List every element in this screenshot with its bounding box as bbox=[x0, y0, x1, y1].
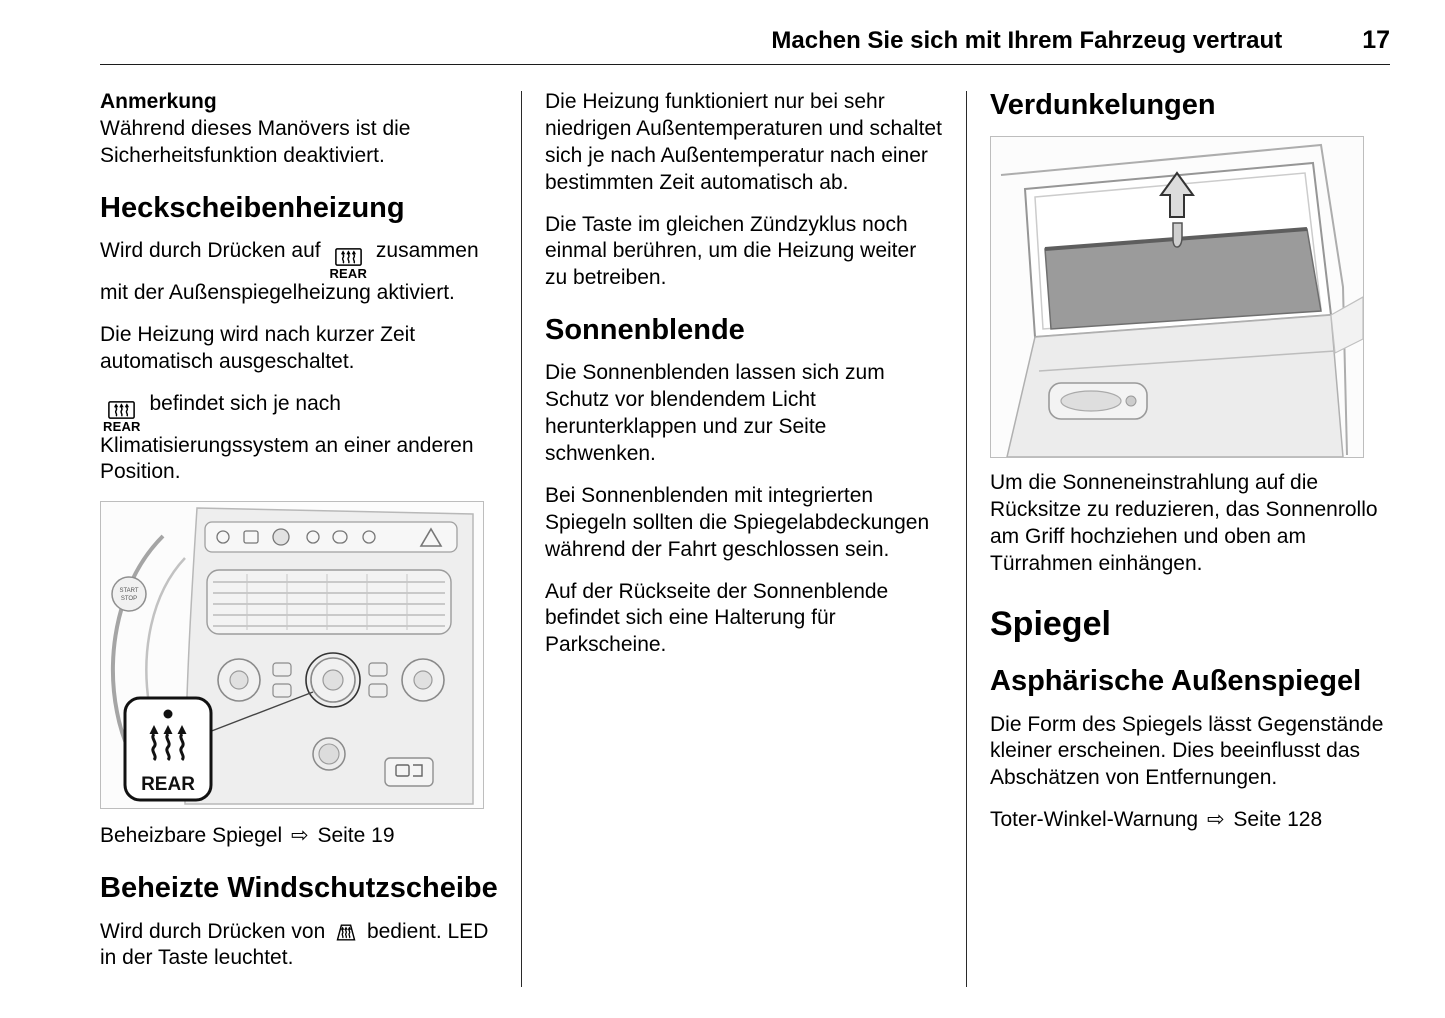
running-header-title: Machen Sie sich mit Ihrem Fahrzeug vertraut bbox=[771, 27, 1283, 54]
led-dot bbox=[164, 710, 173, 719]
note-body: Während dieses Manövers ist die Sicherheitsfunktion deaktiviert. bbox=[100, 116, 411, 167]
start-stop-button bbox=[112, 577, 146, 611]
paragraph-press-again: Die Taste im gleichen Zündzyklus noch einmal berühren, um die Heizung weiter zu betreiben. bbox=[545, 212, 917, 290]
cross-reference-arrow-icon: ⇨ bbox=[1206, 808, 1225, 832]
svg-text:STOP: STOP bbox=[120, 596, 138, 603]
page-reference-link[interactable]: Seite 128 bbox=[1233, 808, 1323, 832]
paragraph-button-position bbox=[100, 391, 498, 487]
text-before-icon: Wird durch Drücken von bbox=[100, 919, 326, 943]
paragraph-mirror-shape: Die Form des Spiegels lässt Gegenstände kleiner erscheinen. Dies beeinflusst das Abschätzen von Entfernungen. bbox=[990, 712, 1384, 790]
rear-callout-label: REAR bbox=[141, 774, 195, 796]
rear-button-label: REAR bbox=[329, 265, 368, 281]
heading-aspheric-mirrors: Asphärische Außenspiegel bbox=[990, 665, 1362, 698]
page-reference-link[interactable]: Seite 19 bbox=[317, 824, 395, 848]
page-number: 17 bbox=[1362, 26, 1390, 54]
sun-blind-illustration bbox=[990, 136, 1364, 458]
column-divider bbox=[966, 91, 967, 987]
note-heading: Anmerkung bbox=[100, 90, 217, 113]
heading-sun-visor: Sonnenblende bbox=[545, 314, 745, 347]
heated-windscreen-icon bbox=[334, 924, 358, 941]
paragraph-rear-activation bbox=[100, 238, 498, 307]
column-left bbox=[100, 89, 498, 987]
heading-heated-windscreen: Beheizte Windschutzscheibe bbox=[100, 872, 498, 905]
heading-mirrors: Spiegel bbox=[990, 604, 1111, 643]
air-vent-grille bbox=[207, 570, 451, 634]
door-handle bbox=[1049, 383, 1147, 419]
cross-reference-blind-spot bbox=[990, 807, 1388, 834]
cross-reference-label: Beheizbare Spiegel bbox=[100, 824, 283, 848]
paragraph-blind-usage: Um die Sonneneinstrahlung auf die Rücksitze zu reduzieren, das Sonnenrollo am Griff hochziehen und oben am Türrahmen einhängen. bbox=[990, 471, 1378, 575]
rear-heating-button-callout bbox=[125, 698, 211, 800]
column-middle bbox=[545, 89, 943, 987]
blind-hook bbox=[1173, 223, 1182, 247]
text-after-icon: bedient. LED in der Taste leuchtet. bbox=[100, 919, 489, 970]
paragraph-heating-conditions: Die Heizung funktioniert nur bei sehr niedrigen Außentemperaturen und schaltet sich je nach Außentemperatur nach einer bestimmten Zeit automatisch ab. bbox=[545, 90, 942, 194]
upper-button-row bbox=[205, 522, 457, 552]
start-stop-label: START bbox=[119, 588, 139, 595]
column-divider bbox=[521, 91, 522, 987]
heading-sun-blinds: Verdunkelungen bbox=[990, 89, 1216, 121]
paragraph-visor-mirror-covers: Bei Sonnenblenden mit integrierten Spiegeln sollten die Spiegelabdeckungen während der Fahrt geschlossen sein. bbox=[545, 483, 930, 561]
text-after-icon: befindet sich je nach Klimatisierungssystem an einer anderen Position. bbox=[100, 391, 474, 484]
column-right bbox=[990, 89, 1388, 987]
heated-rear-window-button-icon bbox=[103, 401, 141, 433]
text-after-icon: zusammen mit der Außenspiegelheizung aktiviert. bbox=[100, 238, 479, 304]
page-header bbox=[100, 26, 1390, 65]
paragraph-windscreen-operation bbox=[100, 919, 498, 973]
heated-rear-window-button-icon bbox=[329, 248, 367, 280]
rear-button-label: REAR bbox=[103, 418, 141, 434]
paragraph-visor-ticket-holder: Auf der Rückseite der Sonnenblende befindet sich eine Halterung für Parkscheine. bbox=[545, 579, 889, 657]
heading-rear-window-heating: Heckscheibenheizung bbox=[100, 191, 405, 224]
power-outlet bbox=[313, 738, 345, 770]
paragraph-visor-fold: Die Sonnenblenden lassen sich zum Schutz vor blendendem Licht herunterklappen und zur Seite schwenken. bbox=[545, 361, 885, 466]
paragraph-auto-off: Die Heizung wird nach kurzer Zeit automatisch ausgeschaltet. bbox=[100, 322, 416, 373]
content-columns bbox=[100, 89, 1390, 987]
cross-reference-label: Toter-Winkel-Warnung bbox=[990, 808, 1199, 832]
window-switch bbox=[385, 758, 433, 786]
cross-reference-arrow-icon: ⇨ bbox=[290, 824, 309, 848]
text-before-icon: Wird durch Drücken auf bbox=[100, 238, 321, 262]
cross-reference-heated-mirrors bbox=[100, 823, 498, 850]
center-console-illustration bbox=[100, 501, 484, 809]
